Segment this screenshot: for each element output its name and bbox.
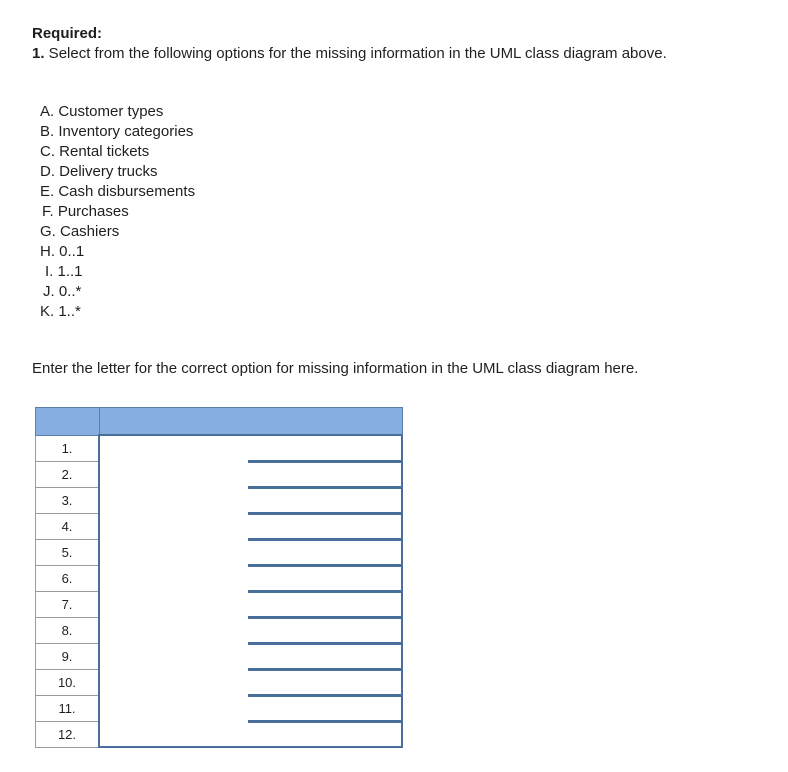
table-row <box>36 591 403 617</box>
answer-table-header <box>36 408 403 436</box>
option-item: I. 1..1 <box>45 263 83 280</box>
answer-input[interactable] <box>100 461 248 487</box>
answer-cell[interactable] <box>99 565 402 591</box>
option-item: H. 0..1 <box>40 243 85 260</box>
table-row <box>36 513 403 539</box>
answer-input[interactable] <box>100 513 248 539</box>
option-item: F. Purchases <box>42 203 129 220</box>
row-number: 2. <box>36 461 100 487</box>
row-number: 3. <box>36 487 100 513</box>
row-number: 9. <box>36 643 100 669</box>
answer-input[interactable] <box>100 539 248 565</box>
answer-cell[interactable] <box>99 721 402 747</box>
answer-cell[interactable] <box>99 695 402 721</box>
table-row <box>36 695 403 721</box>
table-row <box>36 565 403 591</box>
row-number: 10. <box>36 669 100 695</box>
table-row <box>36 617 403 643</box>
table-row <box>36 643 403 669</box>
header-number-cell <box>36 408 100 436</box>
answer-input[interactable] <box>100 643 248 669</box>
header-answer-cell <box>99 408 402 436</box>
option-item: J. 0..* <box>43 283 82 300</box>
answer-input[interactable] <box>100 591 248 617</box>
instruction-number: 1. <box>32 45 45 62</box>
row-number: 4. <box>36 513 100 539</box>
option-item: K. 1..* <box>40 303 81 320</box>
row-number: 8. <box>36 617 100 643</box>
row-number: 1. <box>36 435 100 461</box>
option-item: C. Rental tickets <box>40 143 150 160</box>
answer-cell[interactable] <box>99 669 402 695</box>
row-number: 7. <box>36 591 100 617</box>
option-item: E. Cash disbursements <box>40 183 196 200</box>
option-item: B. Inventory categories <box>40 123 194 140</box>
answer-input[interactable] <box>100 695 248 721</box>
answer-input[interactable] <box>100 721 248 746</box>
answer-cell[interactable] <box>99 435 402 461</box>
answer-cell[interactable] <box>99 591 402 617</box>
answer-cell[interactable] <box>99 513 402 539</box>
required-heading: Required: <box>32 25 103 42</box>
answer-input[interactable] <box>100 487 248 513</box>
table-row <box>36 461 403 487</box>
answer-input[interactable] <box>100 436 248 461</box>
options-list <box>40 102 195 322</box>
instruction-body: Select from the following options for the missing information in the UML class diagram above. <box>44 45 667 62</box>
answer-prompt: Enter the letter for the correct option for missing information in the UML class diagram here. <box>32 360 639 377</box>
row-number: 12. <box>36 721 100 747</box>
answer-input[interactable] <box>100 565 248 591</box>
option-item: A. Customer types <box>40 103 164 120</box>
option-item: D. Delivery trucks <box>40 163 158 180</box>
table-row <box>36 435 403 461</box>
row-number: 6. <box>36 565 100 591</box>
answer-cell[interactable] <box>99 461 402 487</box>
row-number: 5. <box>36 539 100 565</box>
answer-cell[interactable] <box>99 487 402 513</box>
instruction-text <box>32 44 667 64</box>
answer-cell[interactable] <box>99 643 402 669</box>
answer-table <box>35 407 403 748</box>
answer-cell[interactable] <box>99 617 402 643</box>
table-row <box>36 539 403 565</box>
answer-input[interactable] <box>100 617 248 643</box>
answer-cell[interactable] <box>99 539 402 565</box>
table-row <box>36 669 403 695</box>
table-row <box>36 487 403 513</box>
row-number: 11. <box>36 695 100 721</box>
table-row <box>36 721 403 747</box>
option-item: G. Cashiers <box>40 223 120 240</box>
answer-input[interactable] <box>100 669 248 695</box>
